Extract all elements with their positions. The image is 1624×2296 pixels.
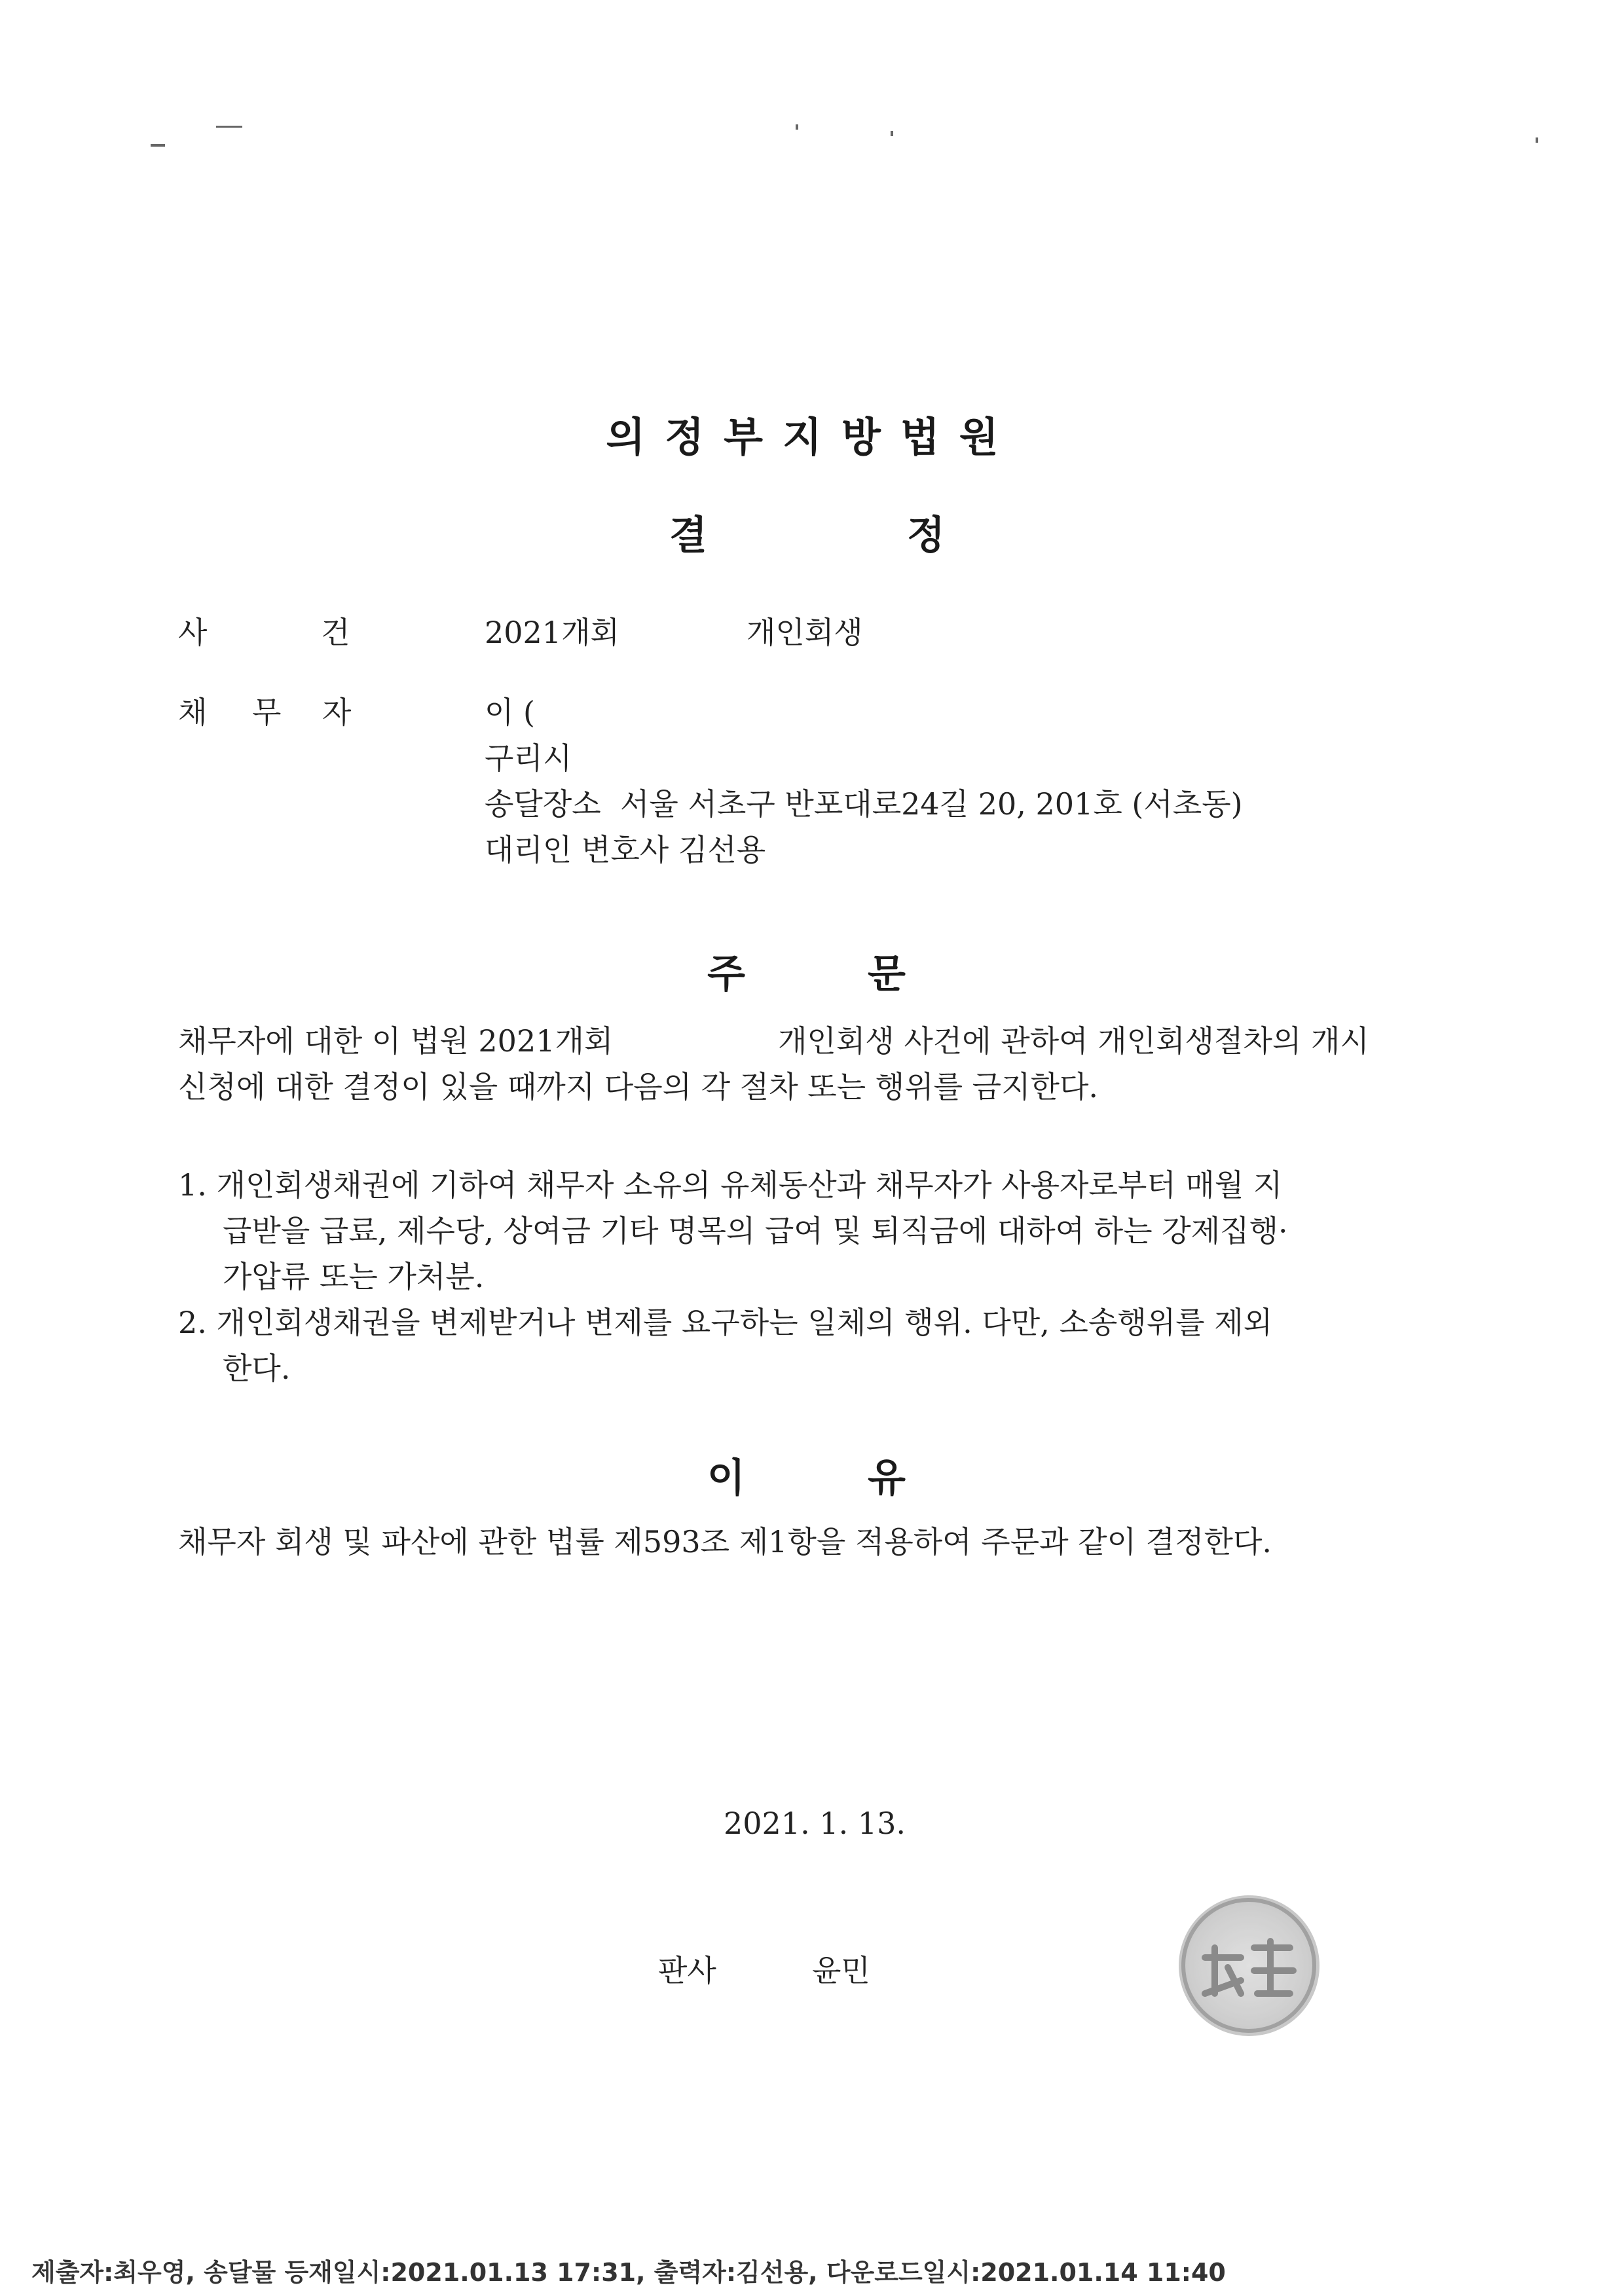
order-para-line1-a: 채무자에 대한 이 법원 2021개회 (178, 1023, 614, 1059)
judge-seal-stamp (1179, 1895, 1320, 2036)
order-item2-line1: 2. 개인회생채권을 변제받거나 변제를 요구하는 일체의 행위. 다만, 소송행위를 제외 (178, 1305, 1273, 1340)
reason-heading-char-2: 유 (868, 1455, 906, 1501)
debtor-address: 구리시 (485, 740, 572, 776)
seal-icon (1179, 1895, 1320, 2036)
scan-speck (891, 131, 893, 136)
debtor-label-char-2: 무 (252, 695, 282, 730)
order-para-line1-b: 개인회생 사건에 관하여 개인회생절차의 개시 (778, 1023, 1369, 1059)
order-item1-line1: 1. 개인회생채권에 기하여 채무자 소유의 유체동산과 채무자가 사용자로부터 매월 지 (178, 1167, 1283, 1203)
order-heading-char-2: 문 (868, 951, 906, 997)
order-para-line2: 신청에 대한 결정이 있을 때까지 다음의 각 절차 또는 행위를 금지한다. (178, 1069, 1099, 1104)
order-heading-char-1: 주 (707, 951, 745, 997)
judge-name: 윤민 (812, 1953, 870, 1988)
service-address: 송달장소 서울 서초구 반포대로24길 20, 201호 (서초동) (485, 786, 1243, 822)
case-label-char-2: 건 (321, 615, 350, 650)
order-item2-line2: 한다. (223, 1351, 291, 1386)
scan-speck (796, 124, 798, 130)
scan-speck (216, 126, 242, 128)
scan-speck (1536, 137, 1538, 143)
case-type: 개인회생 (747, 615, 863, 650)
debtor-agent: 대리인 변호사 김선용 (485, 832, 766, 867)
debtor-label-char-1: 채 (178, 695, 208, 730)
doc-title-char-2: 정 (907, 513, 945, 558)
debtor-label-char-3: 자 (322, 695, 352, 730)
scan-speck (151, 144, 165, 147)
order-item1-line2: 급받을 급료, 제수당, 상여금 기타 명목의 급여 및 퇴직금에 대하여 하는 강제집행· (223, 1213, 1288, 1248)
footer-metadata: 제출자:최우영, 송달물 등재일시:2021.01.13 17:31, 출력자:김선용, 다운로드일시:2021.01.14 11:40 (31, 2258, 1226, 2287)
debtor-name: 이 ( (485, 695, 536, 730)
doc-title-char-1: 결 (669, 513, 707, 558)
case-number: 2021개회 (485, 615, 619, 650)
reason-text: 채무자 회생 및 파산에 관한 법률 제593조 제1항을 적용하여 주문과 같이 결정한다. (178, 1524, 1272, 1559)
decision-date: 2021. 1. 13. (724, 1806, 906, 1841)
reason-heading-char-1: 이 (707, 1455, 745, 1501)
order-item1-line3: 가압류 또는 가처분. (223, 1259, 485, 1294)
case-label-char-1: 사 (178, 615, 208, 650)
court-name: 의정부지방법원 (606, 413, 1018, 461)
judge-title: 판사 (658, 1953, 716, 1988)
